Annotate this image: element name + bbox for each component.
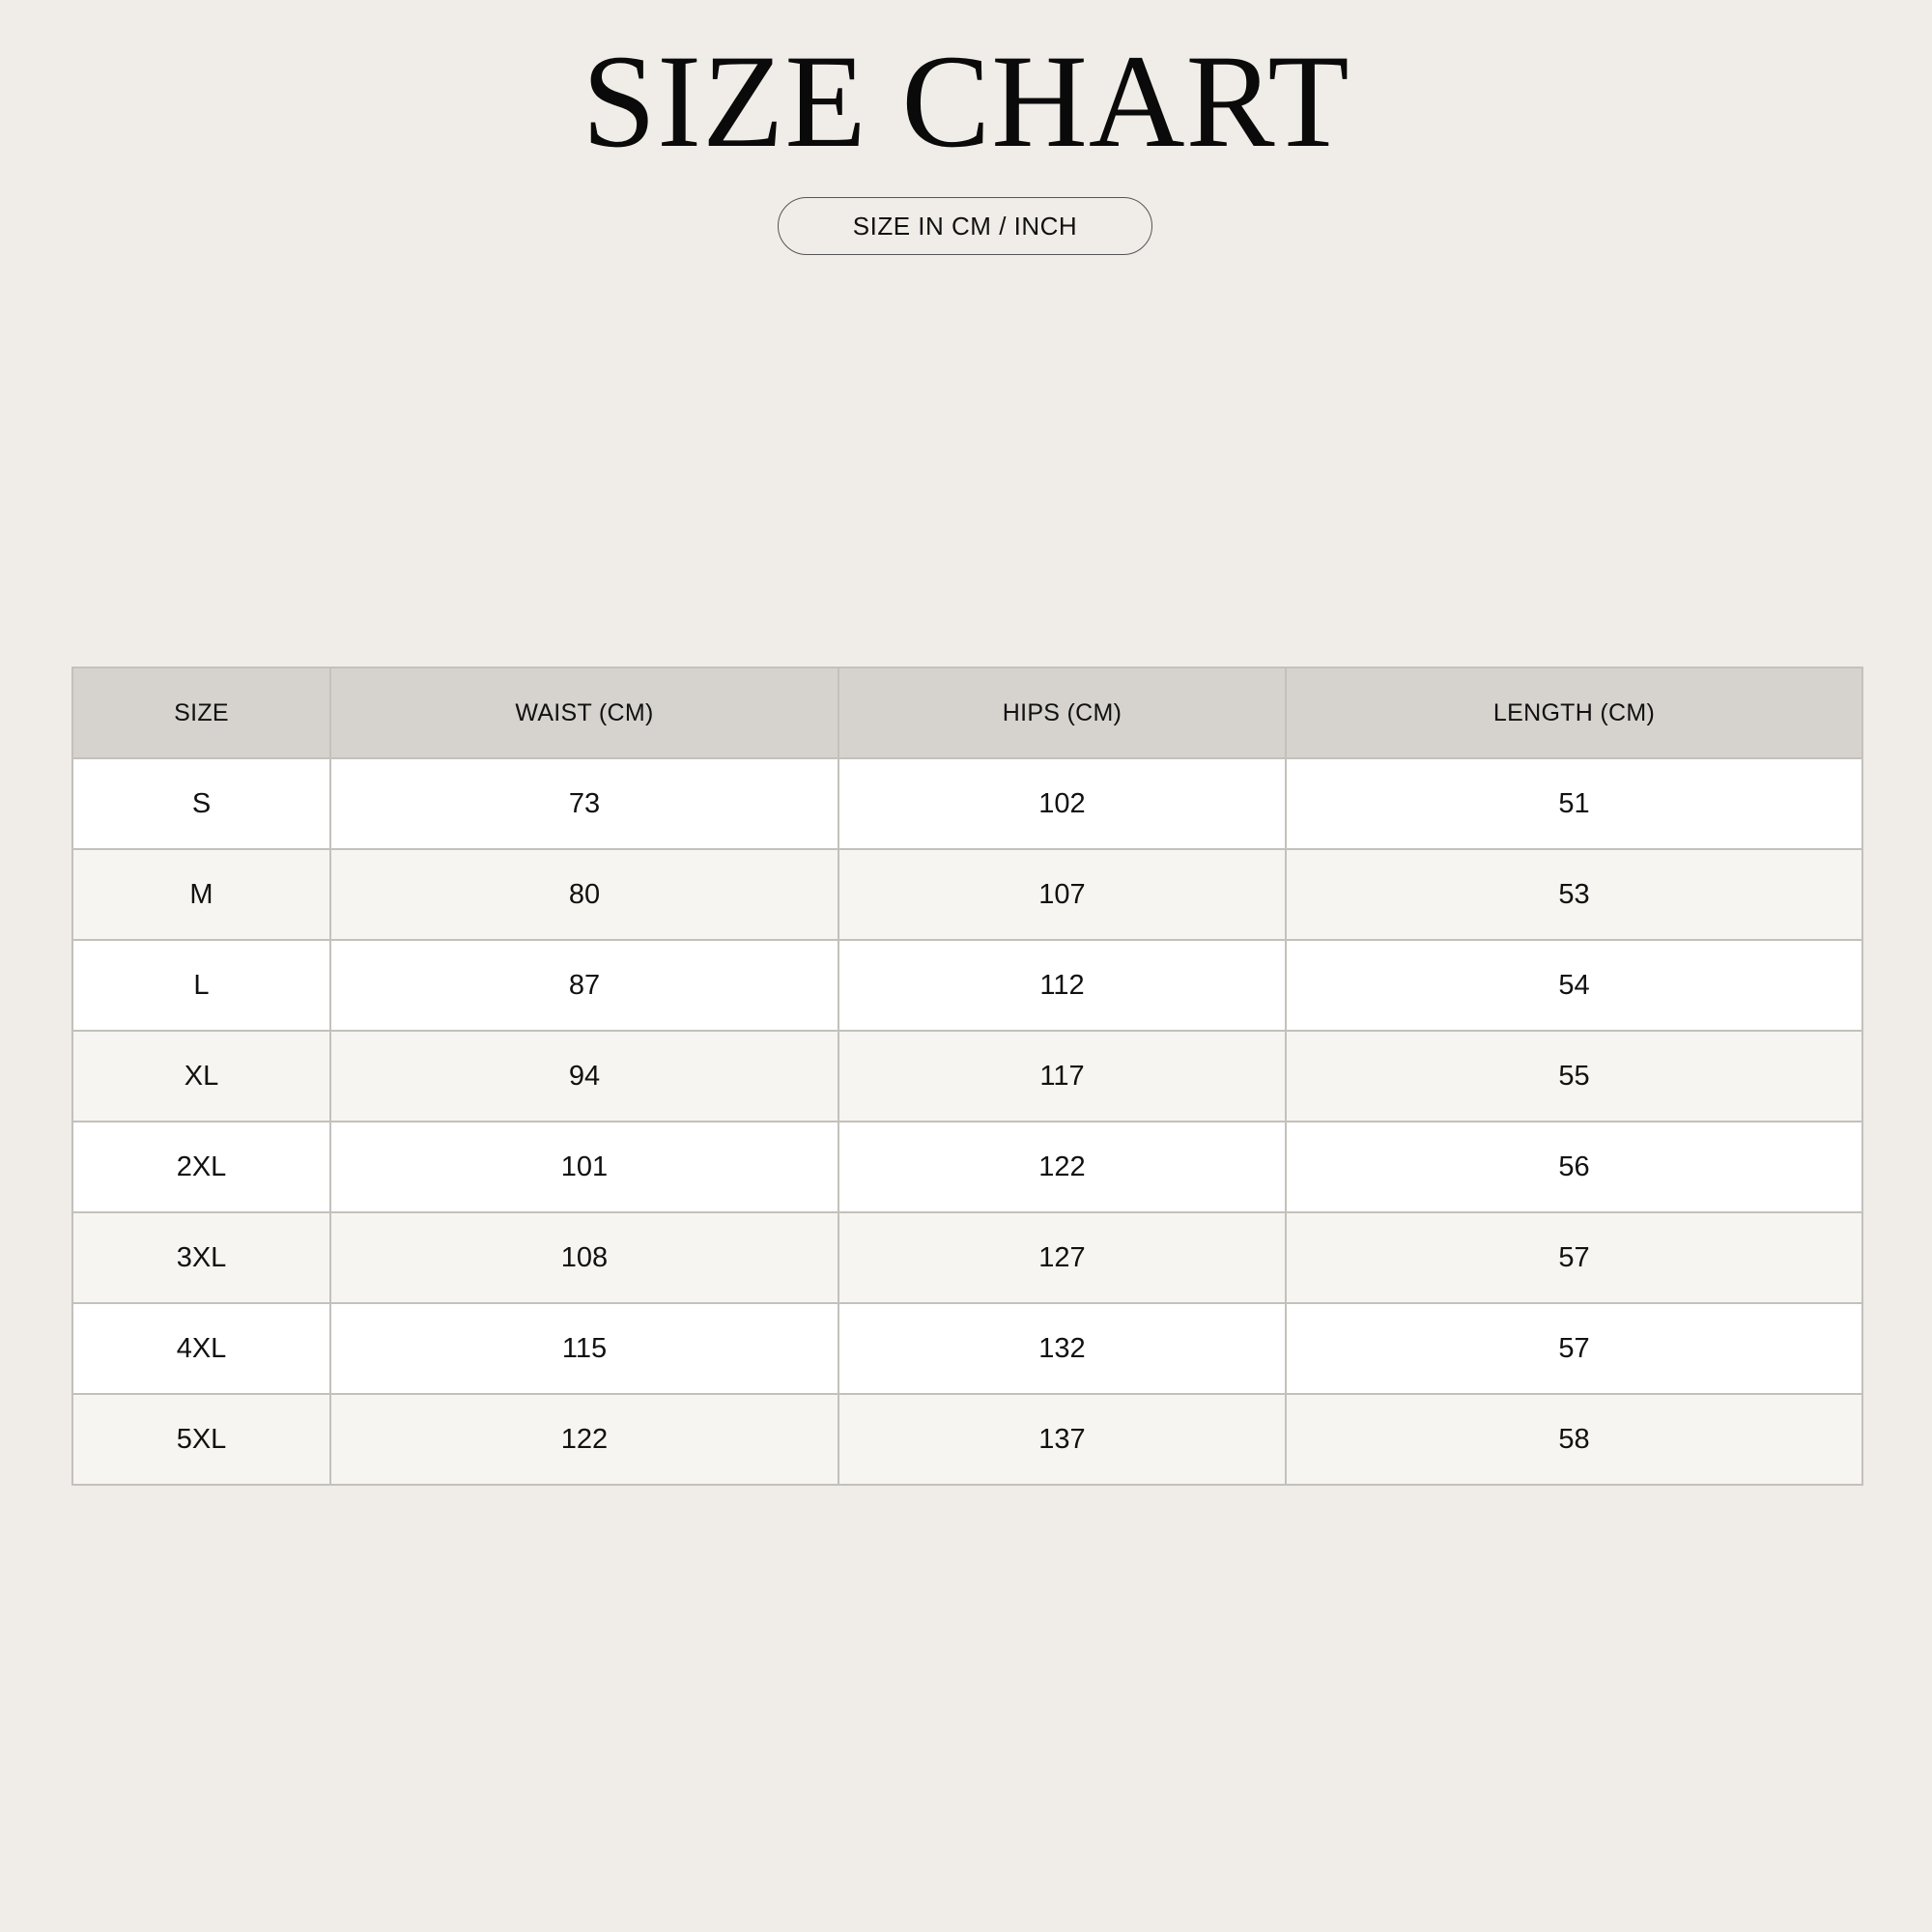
waist-cell: 108 (330, 1212, 838, 1303)
size-cell: S (72, 758, 330, 849)
unit-toggle-button[interactable] (778, 197, 1152, 255)
length-cell: 55 (1286, 1031, 1862, 1122)
unit-toggle-label: SIZE IN CM / INCH (852, 211, 1078, 241)
length-cell: 57 (1286, 1212, 1862, 1303)
length-cell: 54 (1286, 940, 1862, 1031)
length-cell: 53 (1286, 849, 1862, 940)
column-header-size: SIZE (72, 668, 330, 758)
waist-cell: 115 (330, 1303, 838, 1394)
waist-cell: 73 (330, 758, 838, 849)
length-cell: 56 (1286, 1122, 1862, 1212)
waist-cell: 94 (330, 1031, 838, 1122)
table-row (72, 1122, 1862, 1212)
size-cell: 4XL (72, 1303, 330, 1394)
column-header-hips: HIPS (CM) (838, 668, 1286, 758)
hips-cell: 107 (838, 849, 1286, 940)
waist-cell: 80 (330, 849, 838, 940)
length-cell: 58 (1286, 1394, 1862, 1485)
size-cell: 5XL (72, 1394, 330, 1485)
hips-cell: 102 (838, 758, 1286, 849)
column-header-length: LENGTH (CM) (1286, 668, 1862, 758)
table-row (72, 849, 1862, 940)
size-table (71, 667, 1863, 1486)
waist-cell: 101 (330, 1122, 838, 1212)
size-cell: 2XL (72, 1122, 330, 1212)
size-cell: L (72, 940, 330, 1031)
hips-cell: 137 (838, 1394, 1286, 1485)
size-cell: M (72, 849, 330, 940)
size-cell: XL (72, 1031, 330, 1122)
table-row (72, 758, 1862, 849)
length-cell: 57 (1286, 1303, 1862, 1394)
hips-cell: 112 (838, 940, 1286, 1031)
column-header-waist: WAIST (CM) (330, 668, 838, 758)
table-header-row (72, 668, 1862, 758)
table-row (72, 1031, 1862, 1122)
hips-cell: 127 (838, 1212, 1286, 1303)
page-title: SIZE CHART (582, 27, 1350, 175)
hips-cell: 132 (838, 1303, 1286, 1394)
hips-cell: 122 (838, 1122, 1286, 1212)
size-cell: 3XL (72, 1212, 330, 1303)
length-cell: 51 (1286, 758, 1862, 849)
table-row (72, 1303, 1862, 1394)
waist-cell: 122 (330, 1394, 838, 1485)
table-row (72, 1212, 1862, 1303)
table-row (72, 940, 1862, 1031)
waist-cell: 87 (330, 940, 838, 1031)
hips-cell: 117 (838, 1031, 1286, 1122)
table-row (72, 1394, 1862, 1485)
